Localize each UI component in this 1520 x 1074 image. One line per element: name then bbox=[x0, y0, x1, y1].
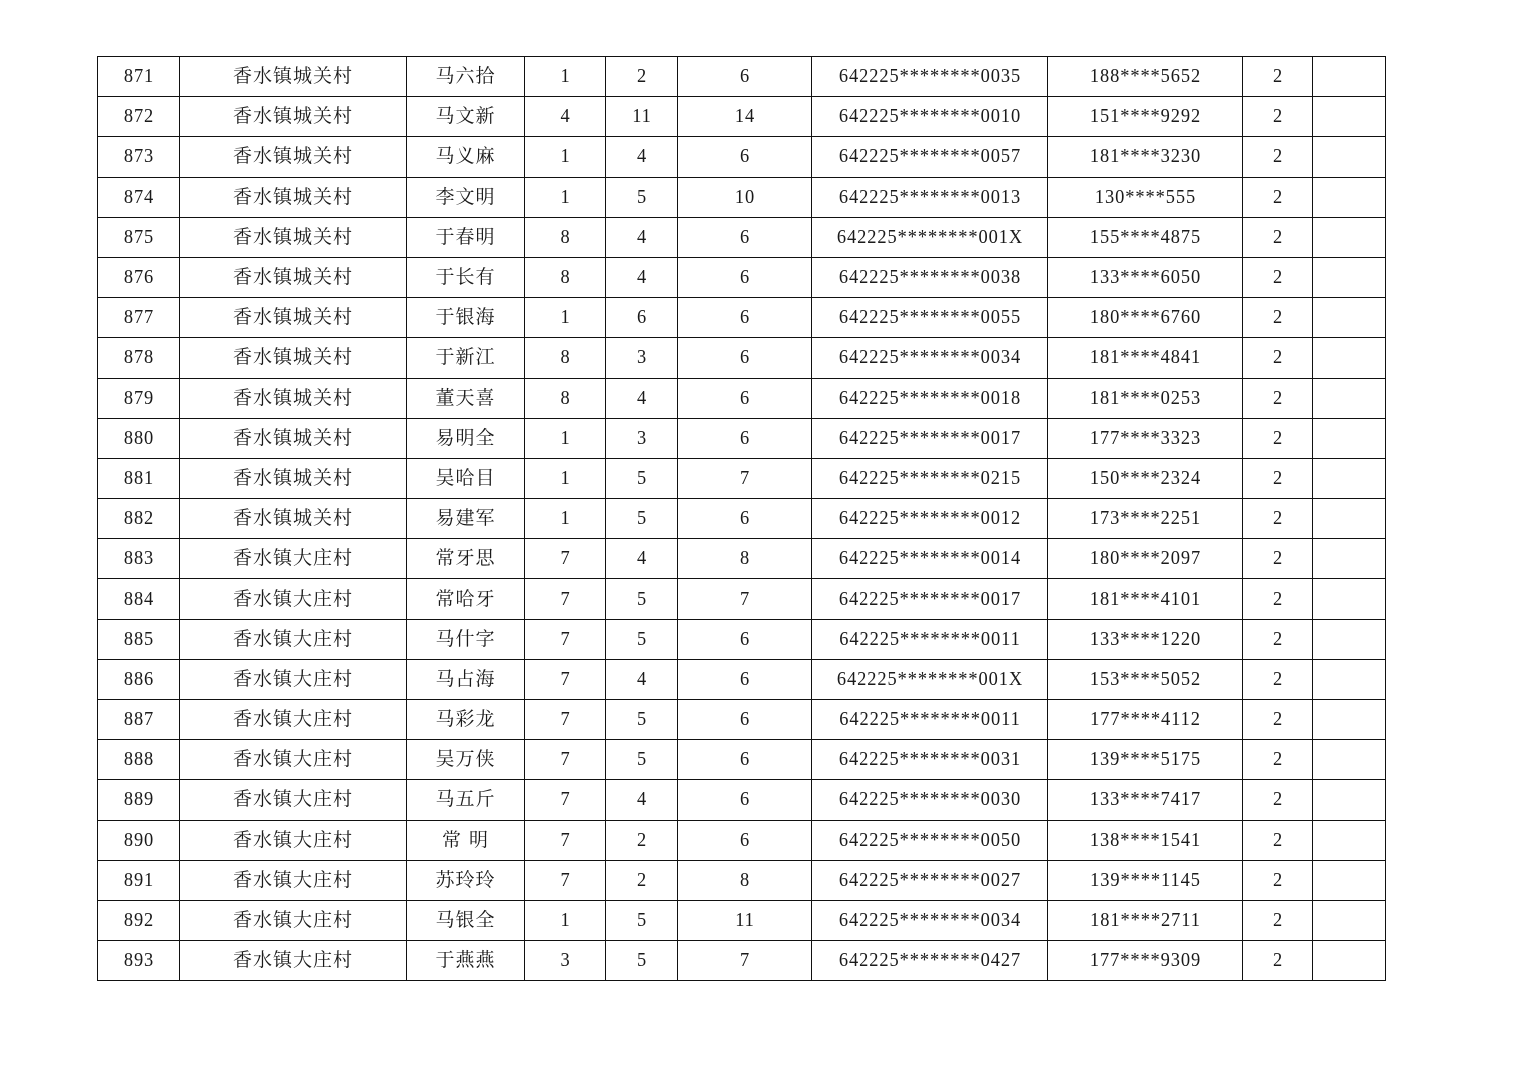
cell-village: 香水镇大庄村 bbox=[180, 659, 407, 699]
cell-col-9: 2 bbox=[1245, 177, 1309, 217]
cell-col-5: 5 bbox=[608, 499, 674, 539]
cell-col-4: 1 bbox=[528, 57, 603, 97]
cell-col-5: 2 bbox=[608, 860, 674, 900]
cell-col-9: 2 bbox=[1245, 217, 1309, 257]
cell-col-4: 8 bbox=[528, 378, 603, 418]
table-row bbox=[98, 57, 1386, 97]
roster-table bbox=[97, 56, 1386, 981]
cell-village: 香水镇大庄村 bbox=[180, 900, 407, 940]
cell-village: 香水镇大庄村 bbox=[180, 579, 407, 619]
cell-col-4: 7 bbox=[528, 860, 603, 900]
cell-serial-number: 882 bbox=[101, 499, 176, 539]
cell-phone-number: 133****7417 bbox=[1055, 780, 1234, 820]
cell-col-4: 7 bbox=[528, 700, 603, 740]
cell-col-6: 6 bbox=[683, 780, 806, 820]
cell-col-5: 5 bbox=[608, 900, 674, 940]
cell-remarks bbox=[1315, 499, 1382, 539]
cell-person-name: 易建军 bbox=[407, 499, 525, 539]
table-row bbox=[98, 860, 1386, 900]
cell-remarks bbox=[1315, 177, 1382, 217]
cell-phone-number: 177****9309 bbox=[1055, 941, 1234, 981]
cell-id-number: 642225********0050 bbox=[821, 820, 1038, 860]
cell-col-6: 7 bbox=[683, 579, 806, 619]
cell-col-9: 2 bbox=[1245, 539, 1309, 579]
cell-village: 香水镇大庄村 bbox=[180, 860, 407, 900]
cell-person-name: 于燕燕 bbox=[407, 941, 525, 981]
cell-col-9: 2 bbox=[1245, 941, 1309, 981]
cell-col-5: 4 bbox=[608, 659, 674, 699]
cell-col-9: 2 bbox=[1245, 820, 1309, 860]
cell-person-name: 董天喜 bbox=[407, 378, 525, 418]
cell-col-4: 1 bbox=[528, 177, 603, 217]
cell-id-number: 642225********0055 bbox=[821, 298, 1038, 338]
cell-person-name: 马什字 bbox=[407, 619, 525, 659]
cell-col-4: 7 bbox=[528, 579, 603, 619]
cell-col-5: 5 bbox=[608, 458, 674, 498]
table-row bbox=[98, 97, 1386, 137]
cell-remarks bbox=[1315, 820, 1382, 860]
table-row bbox=[98, 137, 1386, 177]
cell-col-4: 1 bbox=[528, 900, 603, 940]
cell-phone-number: 177****4112 bbox=[1055, 700, 1234, 740]
cell-id-number: 642225********0014 bbox=[821, 539, 1038, 579]
cell-col-9: 2 bbox=[1245, 378, 1309, 418]
table-row bbox=[98, 780, 1386, 820]
cell-id-number: 642225********0215 bbox=[821, 458, 1038, 498]
cell-col-5: 4 bbox=[608, 780, 674, 820]
cell-village: 香水镇城关村 bbox=[180, 217, 407, 257]
cell-person-name: 马六拾 bbox=[407, 57, 525, 97]
cell-col-6: 6 bbox=[683, 217, 806, 257]
cell-col-9: 2 bbox=[1245, 458, 1309, 498]
cell-person-name: 马彩龙 bbox=[407, 700, 525, 740]
table-row bbox=[98, 740, 1386, 780]
cell-serial-number: 885 bbox=[101, 619, 176, 659]
cell-person-name: 苏玲玲 bbox=[407, 860, 525, 900]
table-row bbox=[98, 458, 1386, 498]
cell-serial-number: 875 bbox=[101, 217, 176, 257]
cell-serial-number: 886 bbox=[101, 659, 176, 699]
table-row bbox=[98, 338, 1386, 378]
cell-col-9: 2 bbox=[1245, 57, 1309, 97]
cell-col-5: 11 bbox=[608, 97, 674, 137]
cell-col-6: 6 bbox=[683, 659, 806, 699]
cell-col-9: 2 bbox=[1245, 257, 1309, 297]
cell-remarks bbox=[1315, 659, 1382, 699]
table-row bbox=[98, 941, 1386, 981]
cell-col-4: 1 bbox=[528, 418, 603, 458]
cell-phone-number: 180****2097 bbox=[1055, 539, 1234, 579]
cell-phone-number: 150****2324 bbox=[1055, 458, 1234, 498]
cell-col-5: 2 bbox=[608, 820, 674, 860]
cell-col-6: 7 bbox=[683, 458, 806, 498]
table-row bbox=[98, 217, 1386, 257]
cell-col-9: 2 bbox=[1245, 97, 1309, 137]
cell-col-5: 4 bbox=[608, 217, 674, 257]
cell-col-6: 6 bbox=[683, 619, 806, 659]
table-row bbox=[98, 579, 1386, 619]
cell-id-number: 642225********0034 bbox=[821, 338, 1038, 378]
cell-id-number: 642225********0030 bbox=[821, 780, 1038, 820]
cell-id-number: 642225********0010 bbox=[821, 97, 1038, 137]
cell-serial-number: 871 bbox=[101, 57, 176, 97]
cell-col-5: 4 bbox=[608, 257, 674, 297]
table-row bbox=[98, 539, 1386, 579]
cell-serial-number: 893 bbox=[101, 941, 176, 981]
cell-village: 香水镇城关村 bbox=[180, 298, 407, 338]
cell-phone-number: 181****4101 bbox=[1055, 579, 1234, 619]
cell-col-9: 2 bbox=[1245, 579, 1309, 619]
cell-phone-number: 130****555 bbox=[1055, 177, 1234, 217]
cell-col-5: 5 bbox=[608, 700, 674, 740]
cell-id-number: 642225********0034 bbox=[821, 900, 1038, 940]
table-row bbox=[98, 378, 1386, 418]
cell-serial-number: 872 bbox=[101, 97, 176, 137]
cell-col-4: 1 bbox=[528, 137, 603, 177]
cell-col-4: 8 bbox=[528, 338, 603, 378]
cell-village: 香水镇大庄村 bbox=[180, 740, 407, 780]
cell-id-number: 642225********0012 bbox=[821, 499, 1038, 539]
cell-col-9: 2 bbox=[1245, 338, 1309, 378]
cell-col-6: 6 bbox=[683, 57, 806, 97]
cell-col-4: 8 bbox=[528, 257, 603, 297]
cell-col-6: 6 bbox=[683, 137, 806, 177]
cell-col-6: 6 bbox=[683, 257, 806, 297]
cell-remarks bbox=[1315, 378, 1382, 418]
cell-village: 香水镇大庄村 bbox=[180, 619, 407, 659]
cell-col-4: 4 bbox=[528, 97, 603, 137]
cell-id-number: 642225********0038 bbox=[821, 257, 1038, 297]
cell-village: 香水镇城关村 bbox=[180, 257, 407, 297]
cell-id-number: 642225********0011 bbox=[821, 619, 1038, 659]
table-row bbox=[98, 499, 1386, 539]
cell-person-name: 常 明 bbox=[407, 820, 525, 860]
cell-col-6: 6 bbox=[683, 338, 806, 378]
cell-person-name: 于春明 bbox=[407, 217, 525, 257]
cell-col-4: 1 bbox=[528, 499, 603, 539]
cell-serial-number: 888 bbox=[101, 740, 176, 780]
cell-phone-number: 155****4875 bbox=[1055, 217, 1234, 257]
table-row bbox=[98, 900, 1386, 940]
cell-phone-number: 139****5175 bbox=[1055, 740, 1234, 780]
cell-serial-number: 883 bbox=[101, 539, 176, 579]
cell-phone-number: 151****9292 bbox=[1055, 97, 1234, 137]
cell-col-9: 2 bbox=[1245, 298, 1309, 338]
cell-village: 香水镇城关村 bbox=[180, 378, 407, 418]
cell-remarks bbox=[1315, 860, 1382, 900]
cell-col-6: 14 bbox=[683, 97, 806, 137]
cell-village: 香水镇大庄村 bbox=[180, 941, 407, 981]
cell-village: 香水镇城关村 bbox=[180, 177, 407, 217]
cell-person-name: 于新江 bbox=[407, 338, 525, 378]
cell-col-6: 11 bbox=[683, 900, 806, 940]
cell-col-5: 5 bbox=[608, 941, 674, 981]
cell-col-5: 3 bbox=[608, 338, 674, 378]
cell-person-name: 李文明 bbox=[407, 177, 525, 217]
cell-serial-number: 892 bbox=[101, 900, 176, 940]
cell-village: 香水镇大庄村 bbox=[180, 780, 407, 820]
cell-serial-number: 891 bbox=[101, 860, 176, 900]
cell-col-9: 2 bbox=[1245, 659, 1309, 699]
cell-col-4: 7 bbox=[528, 619, 603, 659]
cell-col-6: 6 bbox=[683, 740, 806, 780]
cell-id-number: 642225********0427 bbox=[821, 941, 1038, 981]
cell-person-name: 吴哈目 bbox=[407, 458, 525, 498]
cell-phone-number: 181****4841 bbox=[1055, 338, 1234, 378]
cell-serial-number: 877 bbox=[101, 298, 176, 338]
cell-col-9: 2 bbox=[1245, 619, 1309, 659]
cell-col-9: 2 bbox=[1245, 499, 1309, 539]
roster-table-body bbox=[98, 57, 1386, 981]
cell-col-6: 6 bbox=[683, 298, 806, 338]
cell-col-6: 10 bbox=[683, 177, 806, 217]
cell-col-4: 7 bbox=[528, 780, 603, 820]
cell-col-4: 1 bbox=[528, 298, 603, 338]
cell-serial-number: 876 bbox=[101, 257, 176, 297]
cell-col-9: 2 bbox=[1245, 900, 1309, 940]
cell-col-5: 6 bbox=[608, 298, 674, 338]
cell-col-6: 6 bbox=[683, 378, 806, 418]
cell-col-5: 5 bbox=[608, 740, 674, 780]
cell-village: 香水镇城关村 bbox=[180, 458, 407, 498]
cell-remarks bbox=[1315, 458, 1382, 498]
cell-col-6: 7 bbox=[683, 941, 806, 981]
cell-phone-number: 188****5652 bbox=[1055, 57, 1234, 97]
cell-col-4: 7 bbox=[528, 820, 603, 860]
cell-serial-number: 887 bbox=[101, 700, 176, 740]
cell-col-4: 7 bbox=[528, 539, 603, 579]
cell-serial-number: 878 bbox=[101, 338, 176, 378]
cell-person-name: 易明全 bbox=[407, 418, 525, 458]
cell-remarks bbox=[1315, 57, 1382, 97]
cell-phone-number: 181****2711 bbox=[1055, 900, 1234, 940]
cell-remarks bbox=[1315, 619, 1382, 659]
cell-serial-number: 884 bbox=[101, 579, 176, 619]
table-row bbox=[98, 257, 1386, 297]
cell-col-9: 2 bbox=[1245, 137, 1309, 177]
cell-village: 香水镇大庄村 bbox=[180, 820, 407, 860]
table-row bbox=[98, 298, 1386, 338]
cell-person-name: 常哈牙 bbox=[407, 579, 525, 619]
cell-village: 香水镇城关村 bbox=[180, 499, 407, 539]
cell-col-5: 5 bbox=[608, 579, 674, 619]
cell-col-6: 6 bbox=[683, 700, 806, 740]
cell-id-number: 642225********0017 bbox=[821, 418, 1038, 458]
cell-remarks bbox=[1315, 257, 1382, 297]
cell-phone-number: 133****6050 bbox=[1055, 257, 1234, 297]
cell-remarks bbox=[1315, 539, 1382, 579]
cell-remarks bbox=[1315, 941, 1382, 981]
cell-phone-number: 138****1541 bbox=[1055, 820, 1234, 860]
cell-serial-number: 880 bbox=[101, 418, 176, 458]
cell-id-number: 642225********0035 bbox=[821, 57, 1038, 97]
cell-col-5: 3 bbox=[608, 418, 674, 458]
cell-col-9: 2 bbox=[1245, 700, 1309, 740]
cell-col-5: 2 bbox=[608, 57, 674, 97]
cell-remarks bbox=[1315, 700, 1382, 740]
cell-serial-number: 873 bbox=[101, 137, 176, 177]
cell-village: 香水镇城关村 bbox=[180, 57, 407, 97]
cell-id-number: 642225********001X bbox=[821, 217, 1038, 257]
cell-village: 香水镇城关村 bbox=[180, 338, 407, 378]
cell-col-9: 2 bbox=[1245, 860, 1309, 900]
cell-id-number: 642225********0027 bbox=[821, 860, 1038, 900]
cell-id-number: 642225********0018 bbox=[821, 378, 1038, 418]
cell-remarks bbox=[1315, 298, 1382, 338]
cell-village: 香水镇大庄村 bbox=[180, 700, 407, 740]
cell-col-6: 8 bbox=[683, 539, 806, 579]
cell-person-name: 马文新 bbox=[407, 97, 525, 137]
cell-id-number: 642225********001X bbox=[821, 659, 1038, 699]
cell-phone-number: 173****2251 bbox=[1055, 499, 1234, 539]
cell-phone-number: 180****6760 bbox=[1055, 298, 1234, 338]
cell-village: 香水镇大庄村 bbox=[180, 539, 407, 579]
cell-col-4: 1 bbox=[528, 458, 603, 498]
cell-remarks bbox=[1315, 97, 1382, 137]
cell-remarks bbox=[1315, 137, 1382, 177]
cell-village: 香水镇城关村 bbox=[180, 418, 407, 458]
cell-col-6: 8 bbox=[683, 860, 806, 900]
table-row bbox=[98, 418, 1386, 458]
cell-village: 香水镇城关村 bbox=[180, 97, 407, 137]
cell-phone-number: 139****1145 bbox=[1055, 860, 1234, 900]
cell-person-name: 常牙思 bbox=[407, 539, 525, 579]
cell-col-6: 6 bbox=[683, 820, 806, 860]
cell-remarks bbox=[1315, 217, 1382, 257]
cell-col-5: 4 bbox=[608, 539, 674, 579]
cell-col-6: 6 bbox=[683, 499, 806, 539]
cell-remarks bbox=[1315, 900, 1382, 940]
cell-id-number: 642225********0057 bbox=[821, 137, 1038, 177]
cell-village: 香水镇城关村 bbox=[180, 137, 407, 177]
table-row bbox=[98, 659, 1386, 699]
cell-col-5: 4 bbox=[608, 378, 674, 418]
cell-id-number: 642225********0013 bbox=[821, 177, 1038, 217]
cell-phone-number: 181****0253 bbox=[1055, 378, 1234, 418]
cell-serial-number: 881 bbox=[101, 458, 176, 498]
cell-serial-number: 890 bbox=[101, 820, 176, 860]
cell-person-name: 马银全 bbox=[407, 900, 525, 940]
cell-person-name: 马五斤 bbox=[407, 780, 525, 820]
cell-person-name: 马占海 bbox=[407, 659, 525, 699]
cell-phone-number: 181****3230 bbox=[1055, 137, 1234, 177]
table-row bbox=[98, 177, 1386, 217]
cell-serial-number: 874 bbox=[101, 177, 176, 217]
cell-col-4: 7 bbox=[528, 659, 603, 699]
table-row bbox=[98, 619, 1386, 659]
cell-serial-number: 879 bbox=[101, 378, 176, 418]
table-row bbox=[98, 820, 1386, 860]
cell-col-9: 2 bbox=[1245, 418, 1309, 458]
cell-col-5: 5 bbox=[608, 619, 674, 659]
cell-col-5: 5 bbox=[608, 177, 674, 217]
cell-remarks bbox=[1315, 418, 1382, 458]
cell-person-name: 于长有 bbox=[407, 257, 525, 297]
cell-person-name: 吴万侠 bbox=[407, 740, 525, 780]
cell-id-number: 642225********0031 bbox=[821, 740, 1038, 780]
cell-col-5: 4 bbox=[608, 137, 674, 177]
cell-col-4: 3 bbox=[528, 941, 603, 981]
cell-remarks bbox=[1315, 740, 1382, 780]
cell-col-4: 8 bbox=[528, 217, 603, 257]
cell-remarks bbox=[1315, 579, 1382, 619]
cell-id-number: 642225********0017 bbox=[821, 579, 1038, 619]
cell-person-name: 马义麻 bbox=[407, 137, 525, 177]
table-row bbox=[98, 700, 1386, 740]
cell-remarks bbox=[1315, 338, 1382, 378]
cell-phone-number: 133****1220 bbox=[1055, 619, 1234, 659]
cell-col-4: 7 bbox=[528, 740, 603, 780]
cell-col-9: 2 bbox=[1245, 740, 1309, 780]
cell-phone-number: 177****3323 bbox=[1055, 418, 1234, 458]
cell-serial-number: 889 bbox=[101, 780, 176, 820]
cell-person-name: 于银海 bbox=[407, 298, 525, 338]
cell-col-6: 6 bbox=[683, 418, 806, 458]
cell-id-number: 642225********0011 bbox=[821, 700, 1038, 740]
cell-col-9: 2 bbox=[1245, 780, 1309, 820]
cell-phone-number: 153****5052 bbox=[1055, 659, 1234, 699]
cell-remarks bbox=[1315, 780, 1382, 820]
